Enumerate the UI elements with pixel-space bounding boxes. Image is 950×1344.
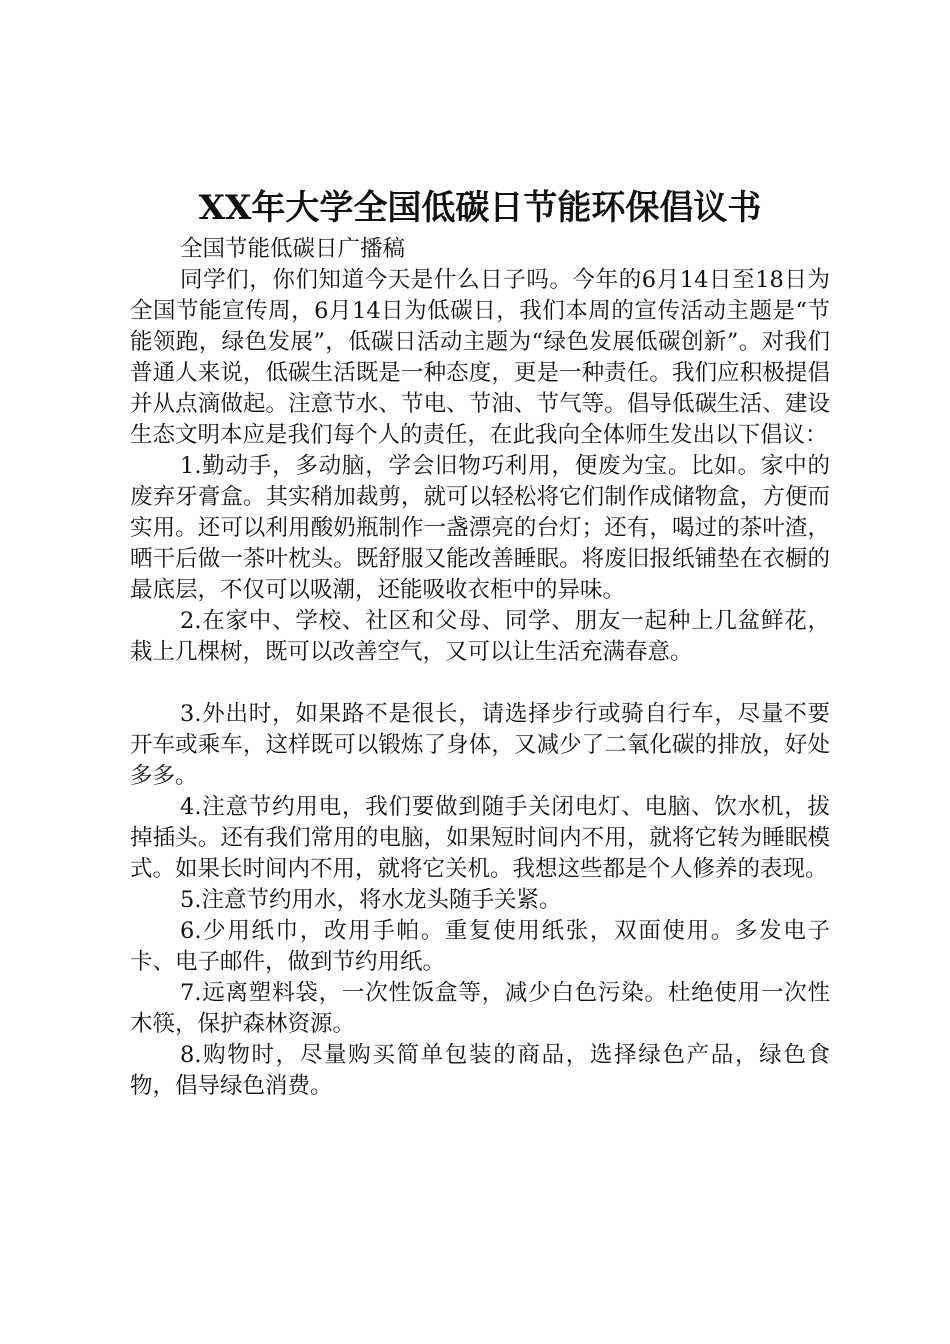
paragraph-item-6: 6.少用纸巾，改用手帕。重复使用纸张，双面使用。多发电子卡、电子邮件，做到节约用纸。 [130, 918, 830, 975]
paragraph-item-2: 2.在家中、学校、社区和父母、同学、朋友一起种上几盆鲜花，栽上几棵树，既可以改善空气，又可以让生活充满春意。 [130, 608, 830, 665]
paragraph-item-8: 8.购物时，尽量购买简单包装的商品，选择绿色产品，绿色食物，倡导绿色消费。 [130, 1042, 830, 1099]
paragraph-item-5: 5.注意节约用水，将水龙头随手关紧。 [180, 887, 562, 913]
document-page [130, 184, 830, 1102]
paragraph-item-1: 1.勤动手，多动脑，学会旧物巧利用，便废为宝。比如。家中的废弃牙膏盒。其实稍加裁剪，就可以轻松将它们制作成储物盒，方便而实用。还可以利用酸奶瓶制作一盏漂亮的台灯；还有，喝过的茶叶渣，晒干后做一茶叶枕头。既舒服又能改善睡眠。将废旧报纸铺垫在衣橱的最底层，不仅可以吸潮，还能吸收衣柜中的异味。 [130, 453, 830, 603]
paragraph-intro: 同学们，你们知道今天是什么日子吗。今年的6月14日至18日为全国节能宣传周，6月14日为低碳日，我们本周的宣传活动主题是“节能领跑，绿色发展”，低碳日活动主题为“绿色发展低碳创新”。对我们普通人来说，低碳生活既是一种态度，更是一种责任。我们应积极提倡并从点滴做起。注意节水、节电、节油、节气等。倡导低碳生活、建设生态文明本应是我们每个人的责任，在此我向全体师生发出以下倡议： [130, 267, 830, 448]
paragraph-item-3: 3.外出时，如果路不是很长，请选择步行或骑自行车，尽量不要开车或乘车，这样既可以锻炼了身体，又减少了二氧化碳的排放，好处多多。 [130, 701, 830, 789]
document-title: XX年大学全国低碳日节能环保倡议书 [198, 188, 762, 228]
paragraph-item-7: 7.远离塑料袋，一次性饭盒等，减少白色污染。杜绝使用一次性木筷，保护森林资源。 [130, 980, 830, 1037]
paragraph-item-4: 4.注意节约用电，我们要做到随手关闭电灯、电脑、饮水机，拔掉插头。还有我们常用的电脑，如果短时间内不用，就将它转为睡眠模式。如果长时间内不用，就将它关机。我想这些都是个人修养的表现。 [130, 794, 830, 882]
document-subtitle: 全国节能低碳日广播稿 [180, 236, 406, 262]
